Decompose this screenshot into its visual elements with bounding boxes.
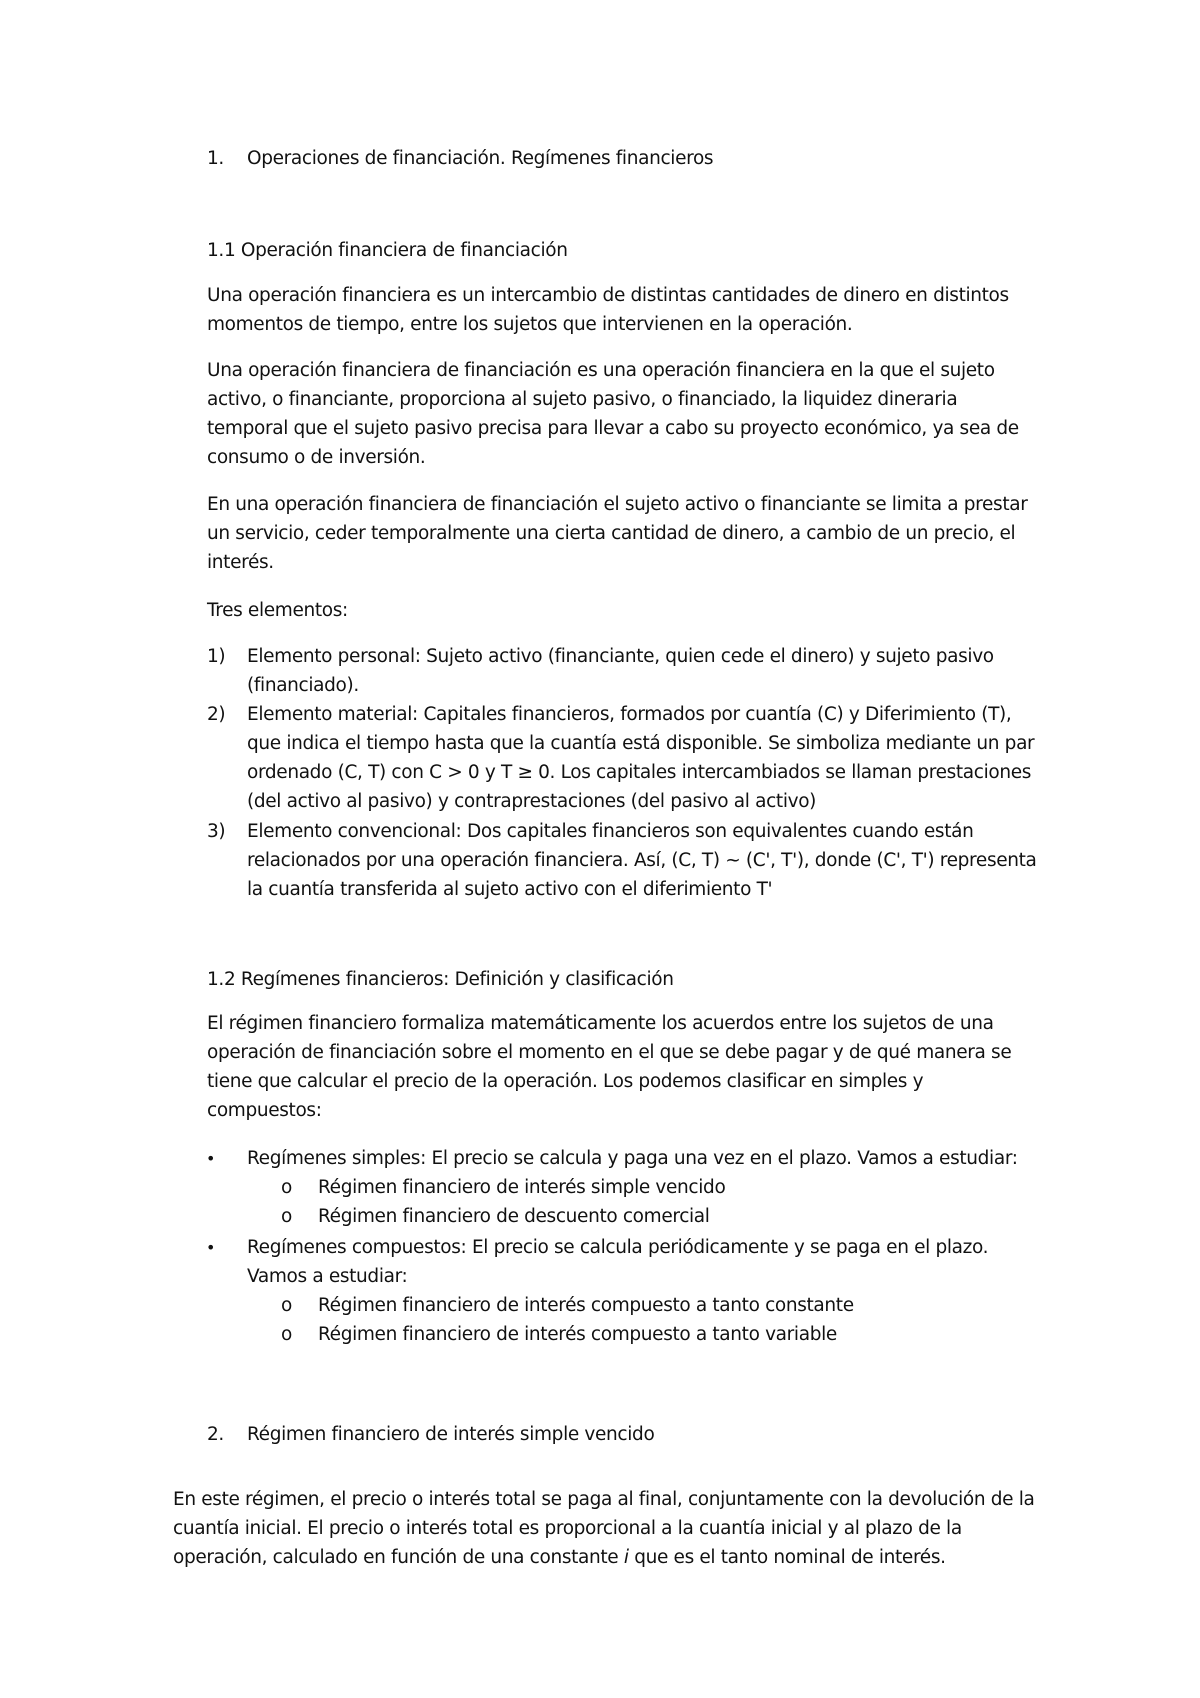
paragraph-text-end: que es el tanto nominal de interés.: [628, 1546, 946, 1568]
section-2-title: Régimen financiero de interés simple vencido: [247, 1424, 655, 1445]
paragraph-text-start: En este régimen, el precio o interés total se paga al final, conjuntamente con la devolución de la cuantía inicial. El precio o interés total es proporcional a la cuantía inicial y al plazo de la operación, calculado en función de una constante: [173, 1488, 1035, 1568]
bullet-marker: •: [206, 1149, 216, 1168]
list-item-interes-simple-vencido: Régimen financiero de interés simple vencido: [318, 1177, 726, 1198]
bullet-marker: •: [206, 1238, 216, 1257]
list-item-descuento-comercial: Régimen financiero de descuento comercial: [318, 1206, 710, 1227]
list-marker: 2): [207, 704, 226, 725]
list-item-regimenes-simples: Regímenes simples: El precio se calcula y paga una vez en el plazo. Vamos a estudiar:: [247, 1148, 1018, 1169]
sub-bullet-marker: o: [281, 1324, 292, 1345]
list-marker: 3): [207, 821, 226, 842]
list-marker: 1): [207, 646, 226, 667]
variable-i: i: [623, 1546, 629, 1568]
section-1-number: 1.: [207, 148, 224, 169]
list-item-elemento-personal: Elemento personal: Sujeto activo (financiante, quien cede el dinero) y sujeto pasivo (financiado).: [247, 646, 994, 696]
list-item-elemento-material: Elemento material: Capitales financieros, formados por cuantía (C) y Diferimiento (T), que indica el tiempo hasta que la cuantía está disponible. Se simboliza mediante un par ordenado (C, T) con C > 0 y T ≥ 0. Los capitales intercambiados se llaman prestaciones (del activo al pasivo) y contraprestaciones (del pasivo al activo): [247, 704, 1035, 812]
paragraph-regimen-financiero: El régimen financiero formaliza matemáticamente los acuerdos entre los sujetos de una operación de financiación sobre el momento en el que se debe pagar y de qué manera se tiene que calcular el precio de la operación. Los podemos clasificar en simples y compuestos:: [207, 1013, 1012, 1121]
subsection-1-1-title: 1.1 Operación financiera de financiación: [207, 240, 568, 261]
paragraph-interes-simple: [173, 1485, 1053, 1572]
sub-bullet-marker: o: [281, 1206, 292, 1227]
list-item-elemento-convencional: Elemento convencional: Dos capitales financieros son equivalentes cuando están relacionados por una operación financiera. Así, (C, T) ~ (C', T'), donde (C', T') representa la cuantía transferida al sujeto activo con el diferimiento T': [247, 821, 1037, 900]
paragraph-operacion-financiacion: Una operación financiera de financiación es una operación financiera en la que el sujeto activo, o financiante, proporciona al sujeto pasivo, o financiado, la liquidez dineraria temporal que el sujeto pasivo precisa para llevar a cabo su proyecto económico, ya sea de consumo o de inversión.: [207, 360, 1019, 468]
paragraph-tres-elementos: Tres elementos:: [207, 600, 348, 621]
list-item-compuesto-constante: Régimen financiero de interés compuesto a tanto constante: [318, 1295, 854, 1316]
subsection-1-2-title: 1.2 Regímenes financieros: Definición y clasificación: [207, 969, 674, 990]
list-item-compuesto-variable: Régimen financiero de interés compuesto a tanto variable: [318, 1324, 837, 1345]
section-1-title: Operaciones de financiación. Regímenes financieros: [247, 148, 714, 169]
sub-bullet-marker: o: [281, 1177, 292, 1198]
paragraph-sujeto-activo: En una operación financiera de financiación el sujeto activo o financiante se limita a prestar un servicio, ceder temporalmente una cierta cantidad de dinero, a cambio de un precio, el interés.: [207, 494, 1028, 573]
sub-bullet-marker: o: [281, 1295, 292, 1316]
list-item-regimenes-compuestos: Regímenes compuestos: El precio se calcula periódicamente y se paga en el plazo. Vamos a estudiar:: [247, 1237, 989, 1287]
paragraph-operacion-financiera: Una operación financiera es un intercambio de distintas cantidades de dinero en distintos momentos de tiempo, entre los sujetos que intervienen en la operación.: [207, 285, 1009, 335]
section-2-number: 2.: [207, 1424, 224, 1445]
